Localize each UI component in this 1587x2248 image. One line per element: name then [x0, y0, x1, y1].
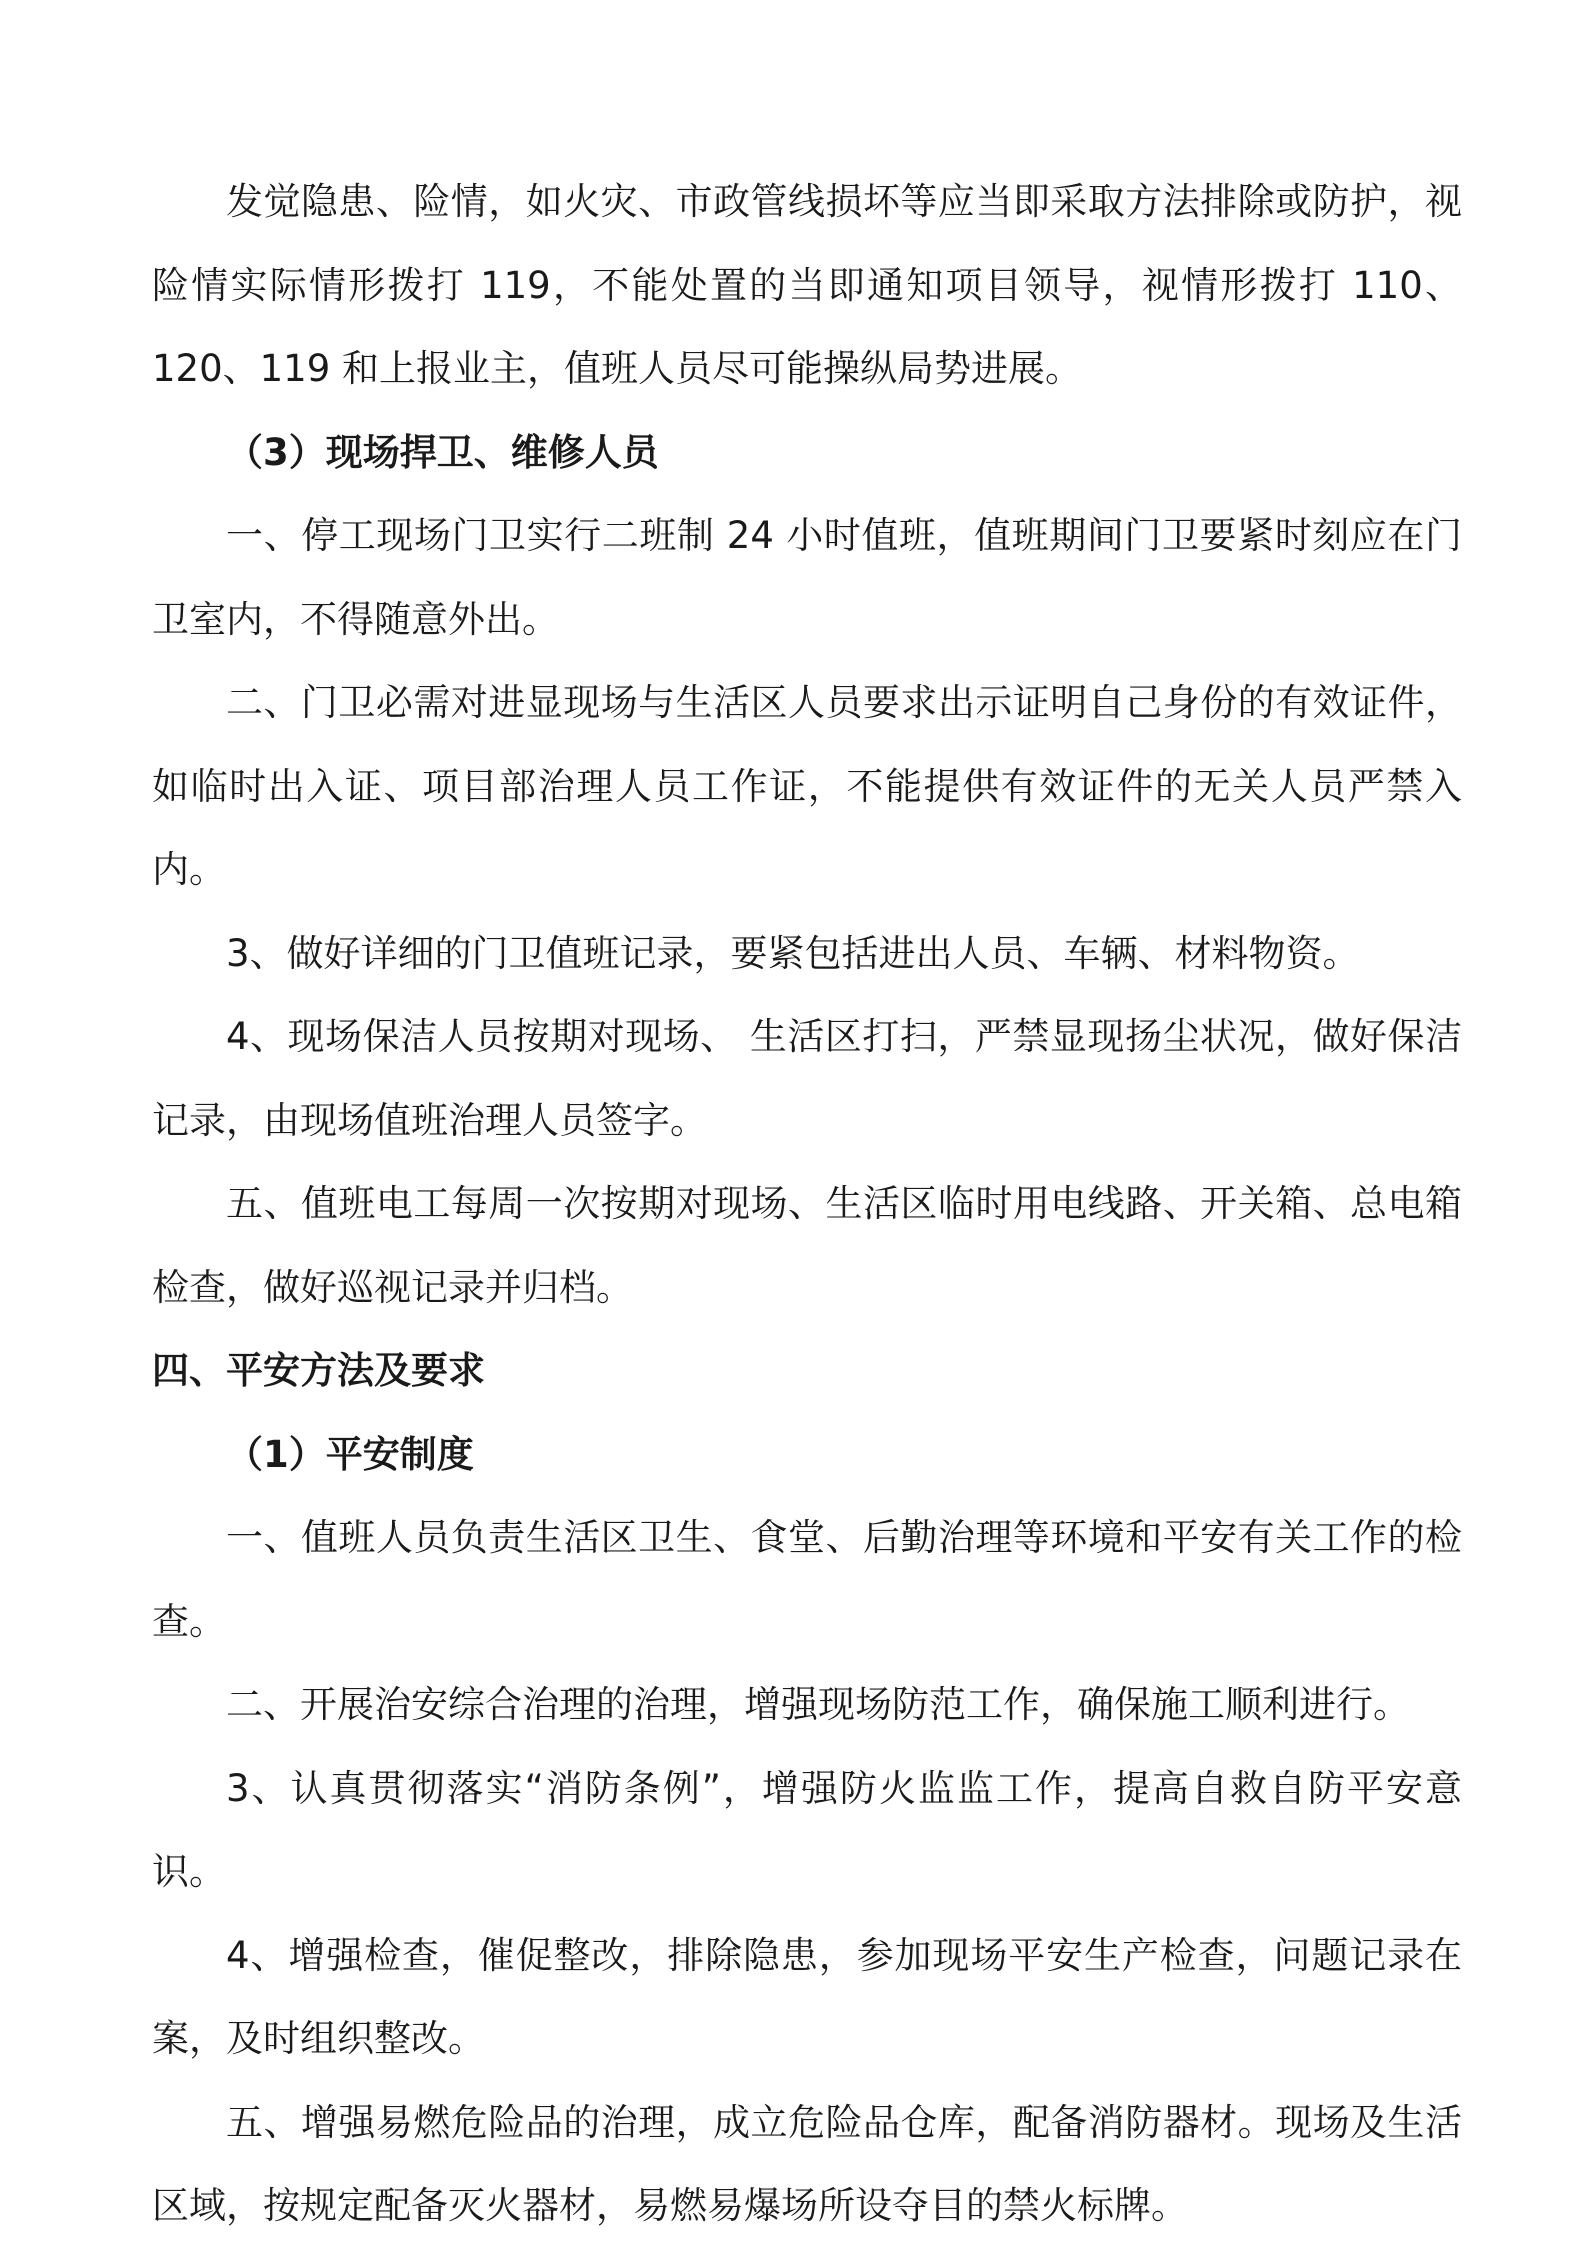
paragraph-electrician: 五、值班电工每周一次按期对现场、生活区临时用电线路、开关箱、总电箱检查，做好巡视记录并归档。	[152, 1182, 1462, 1309]
paragraph-cleaning: 4、现场保洁人员按期对现场、 生活区打扫，严禁显现扬尘状况，做好保洁记录，由现场值班治理人员签字。	[152, 1015, 1462, 1142]
section-heading-safety: 四、平安方法及要求	[152, 1349, 485, 1392]
subheading-guards-maintenance: （3）现场捍卫、维修人员	[226, 430, 659, 474]
paragraph-guard-shift: 一、停工现场门卫实行二班制 24 小时值班，值班期间门卫要紧时刻应在门卫室内，不得随意外出。	[152, 514, 1462, 641]
subheading-safety-rules: （1）平安制度	[226, 1432, 474, 1476]
paragraph-flammables: 五、增强易燃危险品的治理，成立危险品仓库，配备消防器材。现场及生活区域，按规定配备灭火器材，易燃易爆场所设夺目的禁火标牌。	[152, 2100, 1462, 2227]
paragraph-fire-regulations: 3、认真贯彻落实“消防条例”，增强防火监监工作，提高自救自防平安意识。	[152, 1766, 1462, 1893]
paragraph-public-security: 二、开展治安综合治理的治理，增强现场防范工作，确保施工顺利进行。	[226, 1683, 1410, 1726]
paragraph-hazard-response: 发觉隐患、险情，如火灾、市政管线损坏等应当即采取方法排除或防护，视险情实际情形拨打 119，不能处置的当即通知项目领导，视情形拨打 110、120、119 和上报业主，值班人员尽可能操纵局势进展。	[152, 180, 1462, 390]
document-page	[152, 160, 1462, 2248]
paragraph-guard-id-check: 二、门卫必需对进显现场与生活区人员要求出示证明自己身份的有效证件，如临时出入证、项目部治理人员工作证，不能提供有效证件的无关人员严禁入内。	[152, 681, 1462, 891]
paragraph-guard-log: 3、做好详细的门卫值班记录，要紧包括进出人员、车辆、材料物资。	[226, 931, 1360, 975]
paragraph-duty-inspection: 一、值班人员负责生活区卫生、食堂、后勤治理等环境和平安有关工作的检查。	[152, 1516, 1462, 1643]
paragraph-inspection-rectify: 4、增强检查，催促整改，排除隐患，参加现场平安生产检查，问题记录在案，及时组织整改。	[152, 1933, 1462, 2060]
